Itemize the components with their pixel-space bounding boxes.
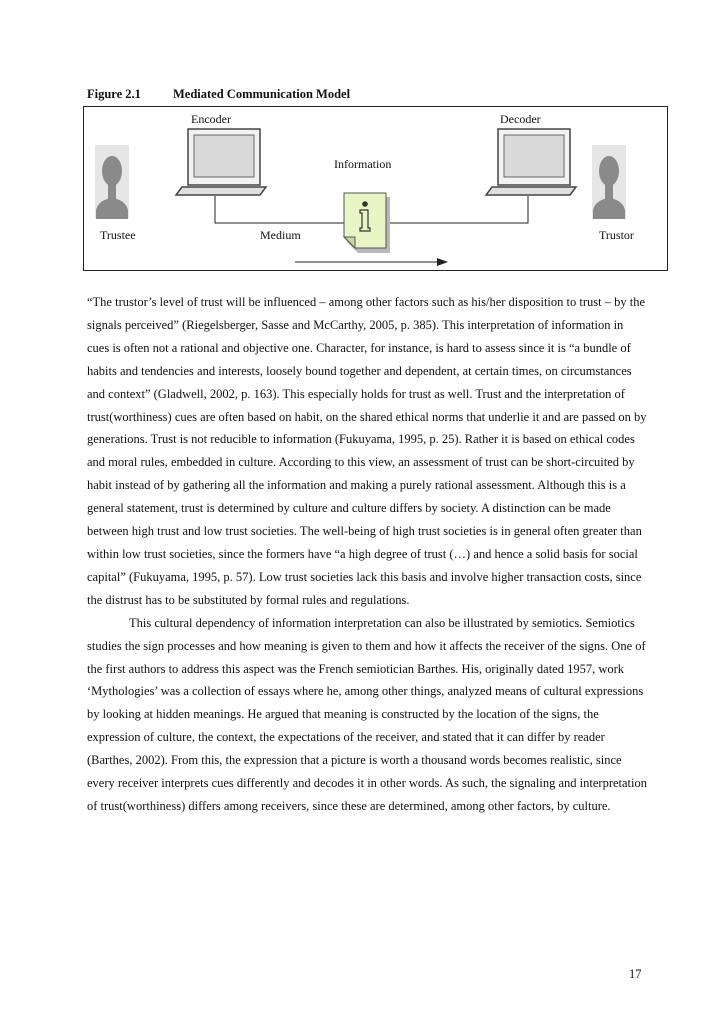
trustee-label: Trustee [100, 228, 136, 242]
figure-title: Mediated Communication Model [173, 87, 351, 101]
trustee-person-icon [95, 145, 129, 219]
paragraph-2: This cultural dependency of information interpretation can also be illustrated by semiotics. Semiotics studies the sign processes and how meaning is given to them and how it affects the receiver of the signs. One of the first authors to address this aspect was the French semiotician Barthes. His, originally dated 1957, work ‘Mythologies’ was a collection of essays where he, among other things, analyzed means of cultural expressions by looking at hidden meanings. He argued that meaning is constructed by the location of the signs, the expression of culture, the context, the expectations of the receiver, and stated that it can differ by reader (Barthes, 2002). From this, the expression that a picture is worth a thousand words becomes realistic, since every receiver interprets cues differently and decodes it in other words. As such, the signaling and interpretation of trust(worthiness) differs among receivers, since these are determined, among other factors, by culture. [87, 615, 648, 813]
communication-model-figure [83, 106, 668, 271]
body-text [87, 291, 647, 818]
information-document-icon [344, 193, 390, 253]
decoder-label: Decoder [500, 112, 541, 126]
figure-number: Figure 2.1 [87, 87, 141, 101]
medium-label: Medium [260, 228, 301, 242]
diagram-graphics [84, 107, 667, 270]
trustor-label: Trustor [599, 228, 634, 242]
encoder-laptop-icon [176, 129, 266, 195]
encoder-label: Encoder [191, 112, 231, 126]
information-label: Information [334, 157, 392, 171]
figure-caption [87, 87, 350, 102]
page-number: 17 [629, 967, 642, 981]
decoder-laptop-icon [486, 129, 576, 195]
trustor-person-icon [592, 145, 626, 219]
paragraph-1: “The trustor’s level of trust will be influenced – among other factors such as his/her disposition to trust – by the signals perceived” (Riegelsberger, Sasse and McCarthy, 2005, p. 385). This interpretation of information in cues is often not a rational and objective one. Character, for instance, is hard to assess since it is “a bundle of habits and tendencies and interests, loosely bound together and dependent, at certain times, on circumstances and context” (Gladwell, 2002, p. 163). This especially holds for trust as well. Trust and the interpretation of trust(worthiness) cues are often based on habit, on the shared ethical norms that underlie it and are passed on by generations. Trust is not reducible to information (Fukuyama, 1995, p. 25). Rather it is based on ethical codes and moral rules, embedded in culture. According to this view, an assessment of trust can be short-circuited by habit instead of by gathering all the information and making a purely rational assessment. Although this is a general statement, trust is determined by culture and culture differs by society. A distinction can be made between high trust and low trust societies. The well-being of high trust societies is in general often greater than within low trust societies, since the formers have “a high degree of trust (…) and hence a solid basis for social capital” (Fukuyama, 1995, p. 57). Low trust societies lack this basis and involve higher transaction costs, since the distrust has to be substituted by formal rules and regulations. [87, 295, 647, 607]
communication-direction-arrow [295, 258, 448, 266]
